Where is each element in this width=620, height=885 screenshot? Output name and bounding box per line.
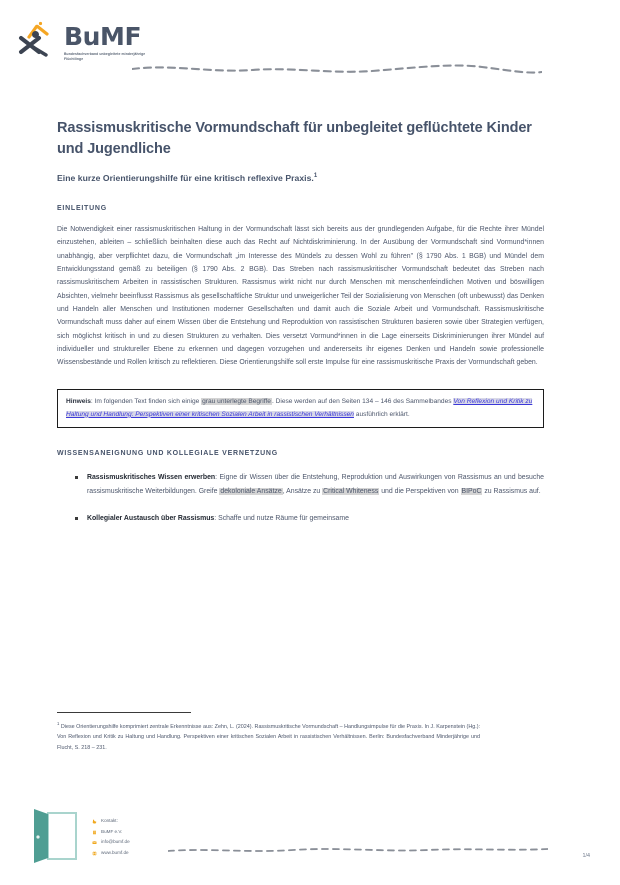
contact-website[interactable]: www.bumf.de: [101, 850, 129, 856]
logo-text-block: [64, 18, 150, 62]
intro-paragraph: Die Notwendigkeit einer rassismuskritischen Haltung in der Vormundschaft lässt sich bereits aus der grundlegenden Aufgabe, für die Rechte ihrer Mündel einzustehen, ableiten – schließlich beinhalten diese auch das Recht auf Nichtdiskriminierung. In der Ausübung der Vormundschaft sind Vormund*innen unabhängig, aber verpflichtet dazu, die Vormundschaft „im Interesse des Mündels zu dessen Wohl zu führen" (§ 1790 Abs. 1 BGB) und Mündel dem Entwicklungsstand gemäß zu beteiligen (§ 1790 Abs. 2 BGB). Das Streben nach rassismuskritischer Vormundschaft bedeutet das Streben nach rassismuskritischem Arbeiten in rassistischen Strukturen. Rassismus wirkt nicht nur durch Menschen mit menschenfeindlichen Motiven und böswilligen Absichten, vielmehr beeinflusst Rassismus als gesellschaftliche Struktur und unweigerlicher Teil der Sozialisierung von Menschen (oft unbewusst) das Denken und Handeln aller Menschen und Institutionen moderner Gesellschaften und damit auch die Soziale Arbeit und Vormundschaft. Rassismuskritische Vormundschaft muss daher auf einem Wissen über die Entstehung und Reproduktion von rassistischen Strukturen basieren sowie über Strategien verfügen, sich möglichst kritisch in und zu diesen Strukturen zu verhalten. Dies versetzt Vormund*innen in die Lage einerseits Diskriminierungen ihrer Mündel auf individueller und struktureller Ebene zu erkennen und dagegen vorzugehen und andererseits ihr eigenes Denken und Handeln sowie professionelle Wissensbestände und Rollen kritisch zu reflektieren. Diese Orientierungshilfe soll erste Impulse für eine rassismuskritische Praxis der Vormundschaft geben.: [57, 226, 544, 367]
hinweis-text-before: : Im folgenden Text finden sich einige: [90, 397, 202, 405]
list-item: [57, 471, 544, 498]
subtitle-text: Eine kurze Orientierungshilfe für eine kritisch reflexive Praxis.: [57, 173, 314, 184]
open-door-icon: [28, 807, 82, 863]
bullet-text-3: und die Perspektiven von: [379, 487, 461, 495]
hinweis-text-after: ausführlich erklärt.: [353, 410, 410, 418]
contact-row-org: [92, 827, 130, 838]
hand-icon: [92, 819, 97, 824]
footnote-area: [57, 712, 480, 753]
org-icon: [92, 830, 97, 835]
mail-icon: [92, 840, 97, 845]
bullet-lead-label: Kollegialer Austausch über Rassismus: [87, 515, 215, 523]
page-header: [0, 0, 620, 104]
contact-row-kontakt: [92, 816, 130, 827]
globe-icon: [92, 851, 97, 856]
bullet-text-1: : Eigne dir Wissen über die Entstehung, Reproduktion und Auswirkungen von Rassismus an und besuche rassismuskritische Weiterbildungen. Greife: [87, 474, 545, 495]
sammelband-reference-link[interactable]: Von Reflexion und Kritik zu Haltung und Handlung: Perspektiven einer kritischen Sozialen Arbeit in rassistischen Verhältnissen: [66, 397, 533, 418]
bullet-text-4: zu Rassismus auf.: [482, 487, 541, 495]
section-heading-wissensaneignung: WISSENSANEIGNUNG UND KOLLEGIALE VERNETZUNG: [57, 450, 278, 458]
hinweis-label: Hinweis: [66, 397, 91, 405]
document-subtitle: [57, 173, 544, 183]
footnote-citation: Diese Orientierungshilfe komprimiert zentrale Erkenntnisse aus: Zehn, L. (2024). Rassismuskritische Vormundschaft – Handlungsimpulse für die Praxis. In J. Karpenstein (Hg.): Von Reflexion und Kritik zu Haltung und Handlung. Perspektiven einer kritischen Sozialen Arbeit in rassistischen Verhältnissen. Berlin: Bundesfachverband Minderjährige und Flucht, S. 218 – 231.: [57, 723, 480, 751]
contact-email[interactable]: info@bumf.de: [101, 839, 130, 845]
page-footer: [0, 787, 620, 885]
footer-decorative-line: [168, 845, 548, 855]
footnote-text: [57, 720, 480, 753]
footer-contact-block: [92, 816, 130, 859]
contact-row-email: [92, 837, 130, 848]
hinweis-note-box: [57, 389, 544, 429]
section-heading-einleitung: EINLEITUNG: [57, 205, 107, 213]
page-number: 1/4: [582, 853, 590, 859]
header-decorative-line: [132, 62, 542, 76]
logo-subtitle: Bundesfachverband unbegleitete minderjährige Flüchtlinge: [64, 52, 146, 61]
bullet-text-1: : Schaffe und nutze Räume für gemeinsame: [214, 515, 349, 523]
contact-org-name: BuMF e.V.: [101, 828, 123, 834]
contact-label-kontakt: Kontakt:: [101, 817, 118, 823]
bullet-highlight-term-1: dekoloniale Ansätze: [220, 487, 282, 495]
bumf-person-logo-icon: [16, 18, 62, 64]
hinweis-highlight-term: grau unterlegte Begriffe: [202, 397, 271, 405]
document-content: [57, 118, 544, 526]
footnote-marker: 1: [57, 721, 60, 726]
list-item: [57, 512, 544, 525]
hinweis-text-middle: . Diese werden auf den Seiten 134 – 146 des Sammelbandes: [271, 397, 454, 405]
bumf-logo: [16, 18, 150, 64]
page-title: Rassismuskritische Vormundschaft für unbegleitet geflüchtete Kinder und Jugendliche: [57, 120, 532, 157]
bullet-text-2: , Ansätze zu: [282, 487, 323, 495]
footnote-reference-marker: 1: [313, 173, 318, 180]
bullet-highlight-term-3: BIPoC: [461, 487, 482, 495]
bullet-highlight-term-2: Critical Whiteness: [323, 487, 379, 495]
recommendation-list: [57, 471, 544, 525]
footnote-separator-rule: [57, 712, 191, 713]
contact-row-website: [92, 848, 130, 859]
bullet-lead-label: Rassismuskritisches Wissen erwerben: [87, 474, 216, 482]
logo-wordmark: BuMF: [64, 22, 142, 51]
